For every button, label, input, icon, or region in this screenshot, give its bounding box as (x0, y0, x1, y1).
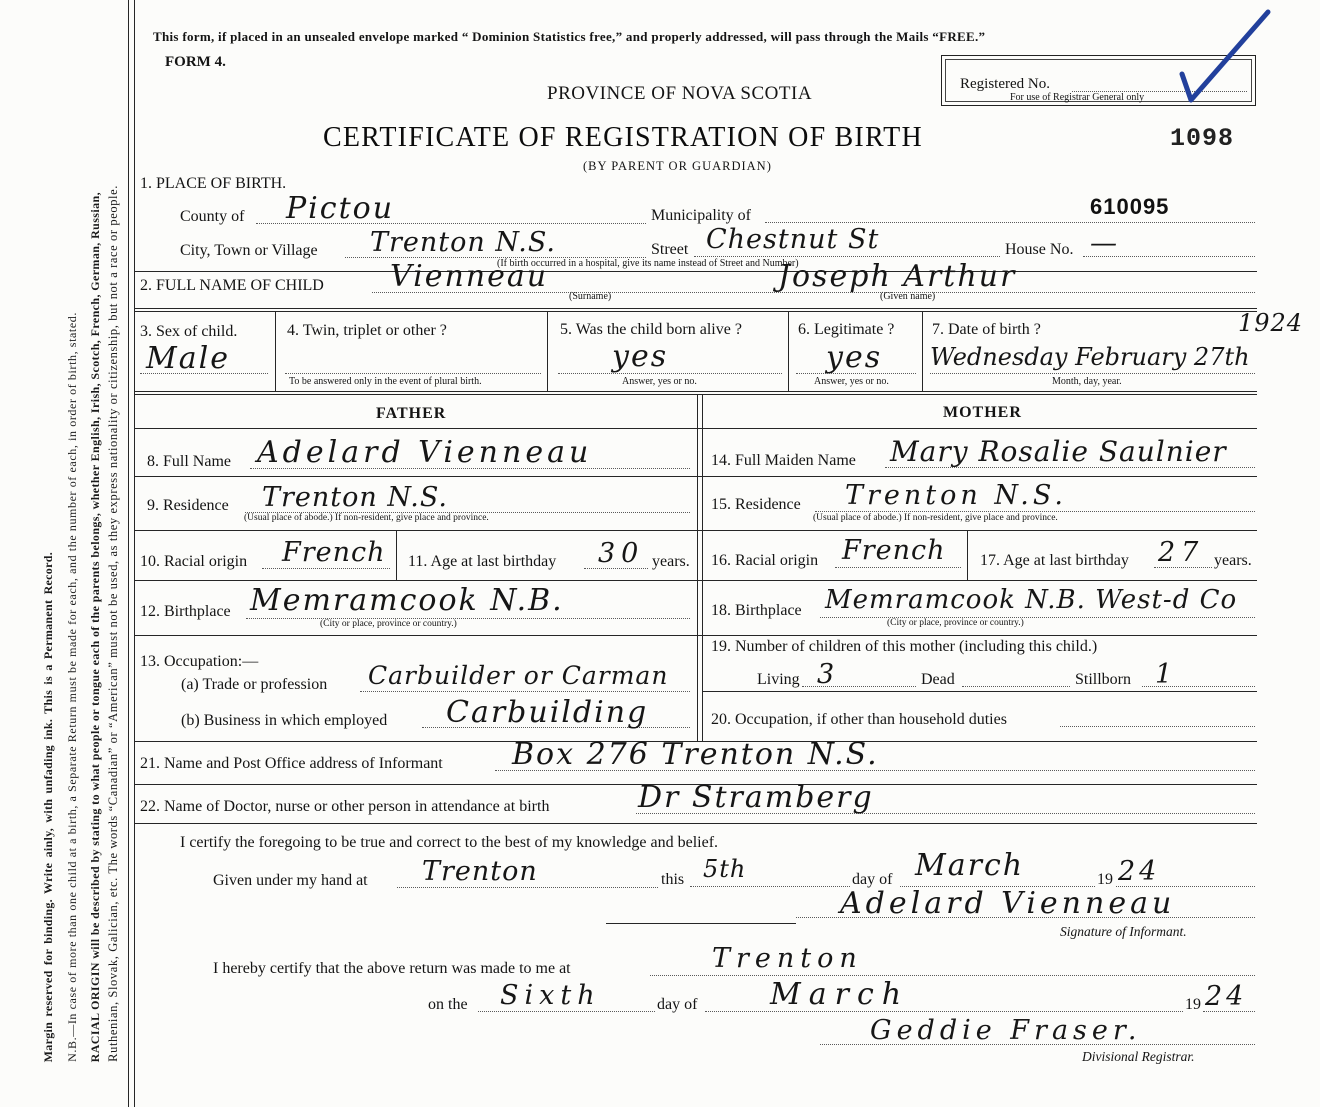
father-residence-label: 9. Residence (147, 497, 229, 514)
stillborn-count: 1 (1155, 659, 1174, 690)
father-business-label: (b) Business in which employed (181, 712, 388, 729)
postage-notice-free: “FREE.” (932, 29, 986, 44)
registrar-place: Trenton (712, 943, 863, 974)
rule-line (135, 391, 1257, 392)
informant-signature-label: Signature of Informant. (1060, 924, 1187, 939)
rule-line (135, 428, 1257, 429)
fill-line (558, 373, 782, 374)
province-heading: PROVINCE OF NOVA SCOTIA (547, 83, 813, 104)
father-birthplace: Memramcook N.B. (250, 583, 564, 618)
certification-this-label: this (661, 871, 685, 888)
column-divider (697, 395, 698, 741)
mother-age-label: 17. Age at last birthday (980, 552, 1129, 569)
fill-line (930, 373, 1255, 374)
father-business: Carbuilding (446, 695, 649, 730)
sex-value: Male (146, 341, 230, 376)
street-label: Street (651, 241, 689, 258)
mother-occupation-label: 20. Occupation, if other than household duties (711, 711, 1007, 728)
municipality-label: Municipality of (651, 207, 751, 224)
registrar-signature: Geddie Fraser. (870, 1015, 1142, 1046)
legitimate-value: yes (826, 340, 883, 375)
father-age-label: 11. Age at last birthday (408, 553, 557, 570)
rule-line (135, 476, 1257, 477)
fill-line (360, 691, 690, 692)
serial-number: 610095 (1090, 194, 1170, 219)
father-heading: FATHER (376, 405, 447, 422)
mother-residence: Trenton N.S. (845, 480, 1067, 511)
fill-line (478, 1011, 655, 1012)
fill-line (140, 373, 268, 374)
child-given-name: Joseph Arthur (778, 259, 1017, 294)
mother-age: 27 (1158, 537, 1205, 568)
mother-birthplace: Memramcook N.B. West-d Co (825, 585, 1238, 615)
registered-no-label: Registered No. (960, 76, 1050, 92)
mother-residence-label: 15. Residence (711, 496, 801, 513)
fill-line (765, 222, 1255, 223)
legitimate-note: Answer, yes or no. (814, 376, 889, 387)
fill-line (796, 373, 916, 374)
fill-line (246, 618, 690, 619)
date-of-birth-note: Month, day, year. (1052, 376, 1122, 387)
stillborn-label: Stillborn (1075, 671, 1132, 688)
margin-note-racial-origin: RACIAL ORIGIN will be described by stating to what people or tongue each of the parents belongs, whether English, Irish, Scotch, French, German, Russian, (88, 191, 102, 1062)
column-divider (788, 312, 789, 392)
fill-line (262, 568, 390, 569)
postage-notice (153, 30, 985, 43)
registrar-signature-label: Divisional Registrar. (1082, 1049, 1195, 1064)
certification-place: Trenton (422, 856, 538, 887)
date-of-birth-label: 7. Date of birth ? (932, 321, 1041, 338)
county-label: County of (180, 208, 245, 225)
registrar-day: Sixth (500, 980, 601, 1011)
column-divider (275, 312, 276, 392)
attendant-label: 22. Name of Doctor, nurse or other person in attendance at birth (140, 798, 550, 815)
plural-birth-label: 4. Twin, triplet or other ? (287, 322, 447, 339)
place-of-birth-heading: 1. PLACE OF BIRTH. (140, 175, 287, 192)
father-racial-origin-label: 10. Racial origin (140, 553, 248, 570)
father-trade-label: (a) Trade or profession (181, 676, 328, 693)
child-surname: Vienneau (390, 259, 549, 294)
check-mark-icon (1160, 0, 1278, 110)
registrar-note: For use of Registrar General only (1010, 92, 1145, 103)
registrar-year: 24 (1205, 981, 1248, 1012)
city-value: Trenton N.S. (370, 227, 556, 258)
hospital-note: (If birth occurred in a hospital, give its name instead of Street and Number) (497, 258, 799, 269)
column-divider (547, 312, 548, 392)
rule-line (135, 271, 1257, 272)
column-divider (922, 312, 923, 392)
mother-name-label: 14. Full Maiden Name (711, 452, 856, 469)
street-value: Chestnut St (706, 224, 880, 255)
mother-birthplace-note: (City or place, province or country.) (887, 618, 1024, 628)
postage-notice-text: This form, if placed in an unsealed envelope marked “ Dominion Statistics free,” and properly addressed, will pass through the Mails (153, 29, 929, 44)
certificate-subtitle: (BY PARENT OR GUARDIAN) (583, 159, 772, 173)
certificate-title: CERTIFICATE OF REGISTRATION OF BIRTH (323, 122, 923, 153)
born-alive-value: yes (612, 339, 669, 374)
county-value: Pictou (286, 191, 395, 226)
born-alive-label: 5. Was the child born alive ? (560, 321, 742, 338)
fill-line (285, 373, 541, 374)
father-birthplace-label: 12. Birthplace (140, 603, 231, 620)
city-label: City, Town or Village (180, 242, 318, 259)
rule-line (135, 394, 1257, 395)
certification-year: 24 (1118, 856, 1161, 887)
registrar-statement: I hereby certify that the above return was made to me at (213, 960, 571, 977)
living-count: 3 (817, 659, 836, 690)
rule-line (135, 311, 1257, 312)
fill-line (962, 686, 1070, 687)
fill-line (820, 617, 1255, 618)
given-name-note: (Given name) (880, 291, 936, 302)
form-number: FORM 4. (165, 54, 226, 70)
mother-racial-origin-label: 16. Racial origin (711, 552, 819, 569)
signature-line (606, 923, 796, 924)
mother-residence-note: (Usual place of abode.) If non-resident, give place and province. (813, 513, 1058, 523)
certification-month: March (915, 848, 1025, 883)
father-name-label: 8. Full Name (147, 453, 231, 470)
mother-years-label: years. (1214, 552, 1252, 569)
fill-line (694, 256, 1000, 257)
informant-address: Box 276 Trenton N.S. (512, 737, 879, 772)
fill-line (1060, 726, 1255, 727)
house-no-label: House No. (1005, 241, 1074, 258)
margin-note-multiple-births: N.B.—In case of more than one child at a birth, a Separate Return must be made for each, and the number of each, in order of birth, stated. (65, 312, 79, 1062)
mother-birthplace-label: 18. Birthplace (711, 602, 802, 619)
margin-note-binding: Margin reserved for binding. Write ainly, with unfading ink. This is a Permanent Record. (41, 551, 55, 1062)
fill-line (835, 567, 961, 568)
sex-label: 3. Sex of child. (140, 323, 238, 340)
informant-signature: Adelard Vienneau (840, 886, 1176, 921)
fill-line (815, 511, 1255, 512)
column-divider (967, 531, 968, 580)
fill-line (690, 886, 850, 887)
certification-statement: I certify the foregoing to be true and correct to the best of my knowledge and belief. (180, 834, 719, 851)
father-residence: Trenton N.S. (262, 482, 448, 513)
date-of-birth-year: 1924 (1238, 309, 1304, 337)
fill-line (650, 975, 1255, 976)
father-racial-origin: French (282, 537, 386, 568)
mother-children-label: 19. Number of children of this mother (including this child.) (711, 638, 1098, 655)
column-divider (702, 395, 703, 741)
date-of-birth-value: Wednesday February 27th (930, 343, 1250, 371)
dead-label: Dead (921, 671, 955, 688)
father-name: Adelard Vienneau (257, 435, 593, 470)
rule-line (135, 308, 1257, 309)
rule-line (135, 823, 1257, 824)
born-alive-note: Answer, yes or no. (622, 376, 697, 387)
registration-stamp-number: 1098 (1170, 124, 1235, 153)
certification-year-prefix: 19 (1097, 871, 1113, 888)
attendant-name: Dr Stramberg (638, 780, 874, 815)
rule-line (135, 580, 1257, 581)
father-residence-note: (Usual place of abode.) If non-resident, give place and province. (244, 513, 489, 523)
father-years-label: years. (652, 553, 690, 570)
father-occupation-label: 13. Occupation:— (140, 653, 259, 670)
margin-note-racial-origin-continued: Ruthenian, Slovak, Galician, etc. The words “Canadian” or “American” must not be used, as they express nationality or citizenship, but not a race or people. (106, 185, 120, 1062)
registrar-year-prefix: 19 (1185, 996, 1201, 1013)
certification-day: 5th (703, 855, 747, 883)
legitimate-label: 6. Legitimate ? (798, 321, 895, 338)
mother-racial-origin: French (842, 535, 946, 566)
plural-birth-note: To be answered only in the event of plural birth. (289, 376, 482, 387)
living-label: Living (757, 671, 800, 688)
father-trade: Carbuilder or Carman (368, 661, 669, 690)
rule-line (135, 530, 1257, 531)
child-name-label: 2. FULL NAME OF CHILD (140, 277, 324, 294)
certification-day-of-label: day of (852, 871, 893, 888)
rule-line (703, 691, 1257, 692)
column-divider (396, 531, 397, 580)
rule-line (135, 635, 1257, 636)
registrar-day-of-label: day of (657, 996, 698, 1013)
given-under-hand-label: Given under my hand at (213, 872, 368, 889)
father-age: 30 (598, 538, 645, 569)
registrar-month: March (770, 977, 910, 1012)
surname-note: (Surname) (569, 291, 612, 302)
mother-name: Mary Rosalie Saulnier (890, 435, 1227, 468)
fill-line (397, 887, 658, 888)
binding-margin-line (134, 0, 135, 1107)
mother-heading: MOTHER (943, 404, 1022, 421)
informant-label: 21. Name and Post Office address of Informant (140, 755, 443, 772)
father-birthplace-note: (City or place, province or country.) (320, 619, 457, 629)
registrar-on-the-label: on the (428, 996, 468, 1013)
house-no-value: — (1090, 228, 1118, 259)
binding-margin-line (128, 0, 129, 1107)
